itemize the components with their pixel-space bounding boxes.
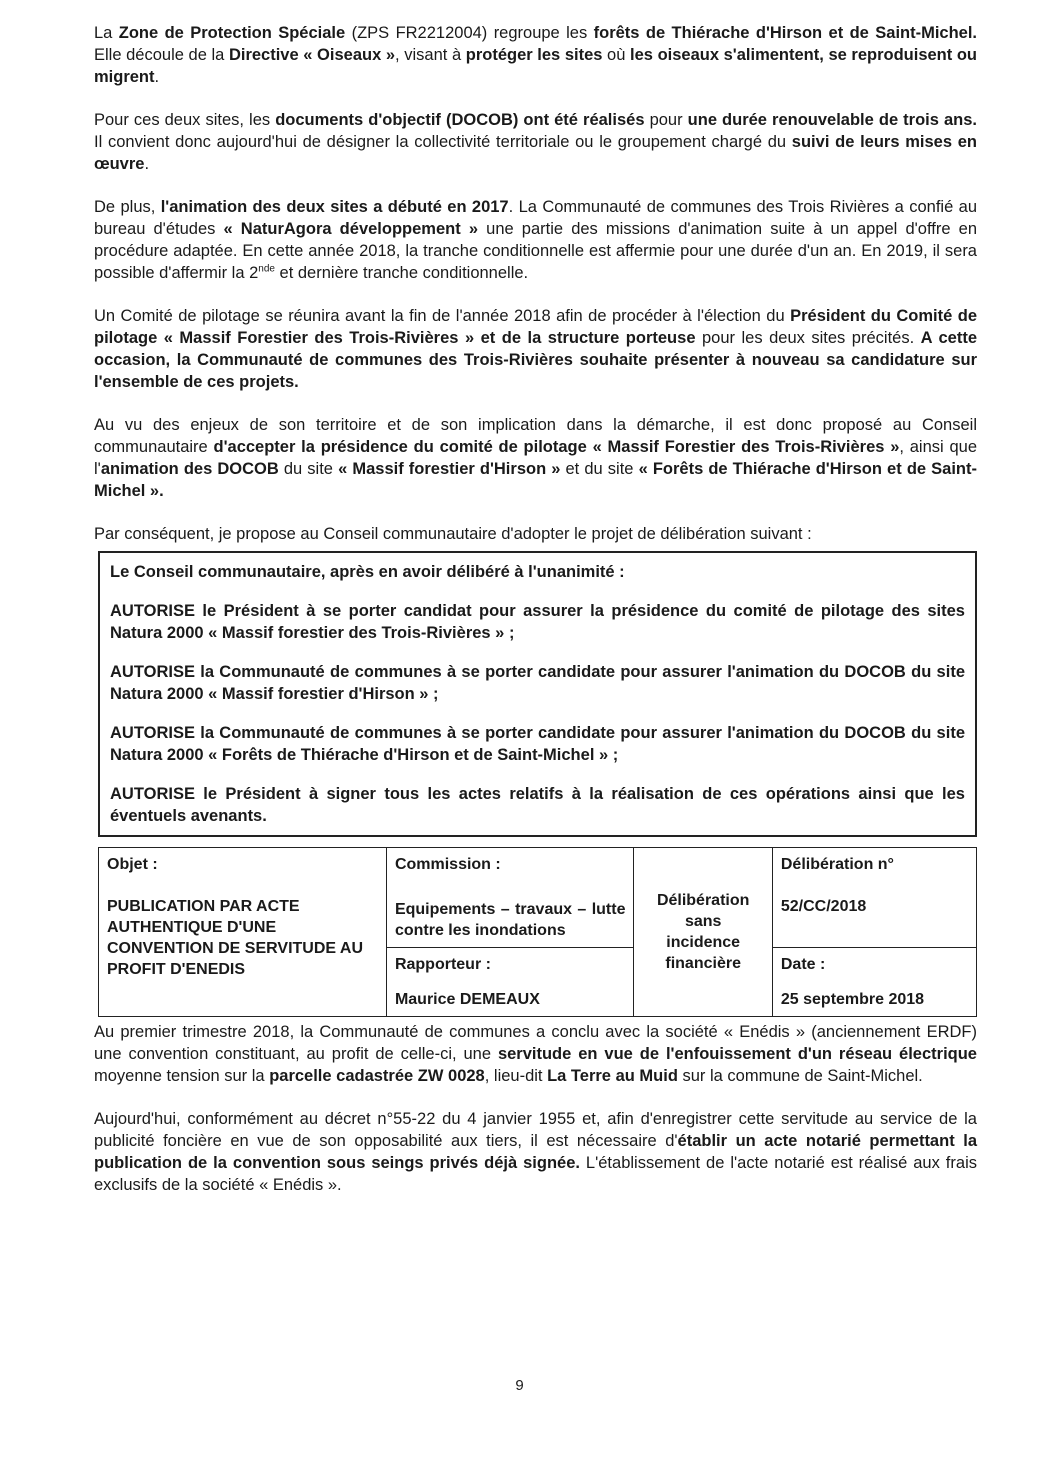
paragraph-acte-notarie: Aujourd'hui, conformément au décret n°55-22 du 4 janvier 1955 et, afin d'enregistrer cette servitude au service de la publicité foncière en vue de son opposabilité aux tiers, il est nécessaire d'établir un acte notarié permettant la publication de la convention sous seings privés déjà signée. L'établissement de l'acte notarié est réalisé aux frais exclusifs de la société « Enédis ».: [94, 1110, 977, 1194]
page-number: 9: [515, 1377, 524, 1394]
paragraph-comite: Un Comité de pilotage se réunira avant la fin de l'année 2018 afin de procéder à l'élection du Président du Comité de pilotage « Massif Forestier des Trois-Rivières » et de la structure porteuse pour les deux sites précités. A cette occasion, la Communauté de communes des Trois-Rivières souhaite présenter à nouveau sa candidature sur l'ensemble de ces projets.: [94, 307, 978, 391]
commission-value: Equipements – travaux – lutte contre les inondations: [394, 901, 626, 939]
objet-value: PUBLICATION PAR ACTE AUTHENTIQUE D'UNE CONVENTION DE SERVITUDE AU PROFIT D'ENEDIS: [107, 898, 364, 978]
objet-cell: [99, 848, 387, 1017]
deliberation-meta-table: [98, 847, 977, 1017]
objet-label: Objet :: [107, 856, 158, 873]
rapporteur-label: Rapporteur :: [394, 956, 491, 973]
deliberation-item: AUTORISE la Communauté de communes à se porter candidate pour assurer l'animation du DOCOB du site Natura 2000 « Massif forestier d'Hirson » ;: [110, 663, 965, 703]
commission-cell: [386, 848, 634, 948]
rapporteur-cell: [386, 948, 634, 1017]
deliberation-box: [98, 551, 977, 837]
paragraph-proposition: Par conséquent, je propose au Conseil communautaire d'adopter le projet de délibération suivant :: [94, 525, 812, 543]
deliberation-number-label: Délibération n°: [780, 856, 894, 873]
deliberation-number-cell: [772, 848, 976, 948]
deliberation-item: AUTORISE la Communauté de communes à se porter candidate pour assurer l'animation du DOCOB du site Natura 2000 « Forêts de Thiérache d'Hirson et de Saint-Michel » ;: [110, 724, 965, 764]
commission-label: Commission :: [394, 856, 501, 873]
paragraph-enjeux: Au vu des enjeux de son territoire et de son implication dans la démarche, il est donc proposé au Conseil communautaire d'accepter la présidence du comité de pilotage « Massif Forestier des Trois-Rivières », ainsi que l'animation des DOCOB du site « Massif forestier d'Hirson » et du site « Forêts de Thiérache d'Hirson et de Saint-Michel ».: [94, 416, 978, 500]
document-page: [94, 22, 977, 1217]
paragraph-zps: La Zone de Protection Spéciale (ZPS FR2212004) regroupe les forêts de Thiérache d'Hirson et de Saint-Michel. Elle découle de la Directive « Oiseaux », visant à protéger les sites où les oiseaux s'alimentent, se reproduisent ou migrent.: [94, 24, 978, 86]
rapporteur-value: Maurice DEMEAUX: [394, 991, 540, 1008]
paragraph-animation: De plus, l'animation des deux sites a débuté en 2017. La Communauté de communes des Trois Rivières a confié au bureau d'études « NaturAgora développement » une partie des missions d'animation suite à un appel d'offre en procédure adaptée. En cette année 2018, la tranche conditionnelle est affermie pour une durée d'un an. En 2019, il sera possible d'affermir la 2nde et dernière tranche conditionnelle.: [94, 198, 977, 282]
paragraph-convention: Au premier trimestre 2018, la Communauté de communes a conclu avec la société « Enédis » (anciennement ERDF) une convention constituant, au profit de celle-ci, une servitude en vue de l'enfouissement d'un réseau électrique moyenne tension sur la parcelle cadastrée ZW 0028, lieu-dit La Terre au Muid sur la commune de Saint-Michel.: [94, 1023, 977, 1085]
incidence-cell: [634, 848, 772, 1017]
incidence-text: Délibération sans incidence financière: [656, 892, 750, 972]
date-cell: [772, 948, 976, 1017]
deliberation-intro: Le Conseil communautaire, après en avoir délibéré à l'unanimité :: [110, 563, 625, 581]
deliberation-item: AUTORISE le Président à signer tous les actes relatifs à la réalisation de ces opérations ainsi que les éventuels avenants.: [110, 785, 965, 825]
deliberation-item: AUTORISE le Président à se porter candidat pour assurer la présidence du comité de pilotage des sites Natura 2000 « Massif forestier des Trois-Rivières » ;: [110, 602, 965, 642]
date-value: 25 septembre 2018: [780, 991, 925, 1008]
deliberation-number-value: 52/CC/2018: [780, 898, 867, 915]
date-label: Date :: [780, 956, 826, 973]
paragraph-docob: Pour ces deux sites, les documents d'objectif (DOCOB) ont été réalisés pour une durée renouvelable de trois ans. Il convient donc aujourd'hui de désigner la collectivité territoriale ou le groupement chargé du suivi de leurs mises en œuvre.: [94, 111, 978, 173]
